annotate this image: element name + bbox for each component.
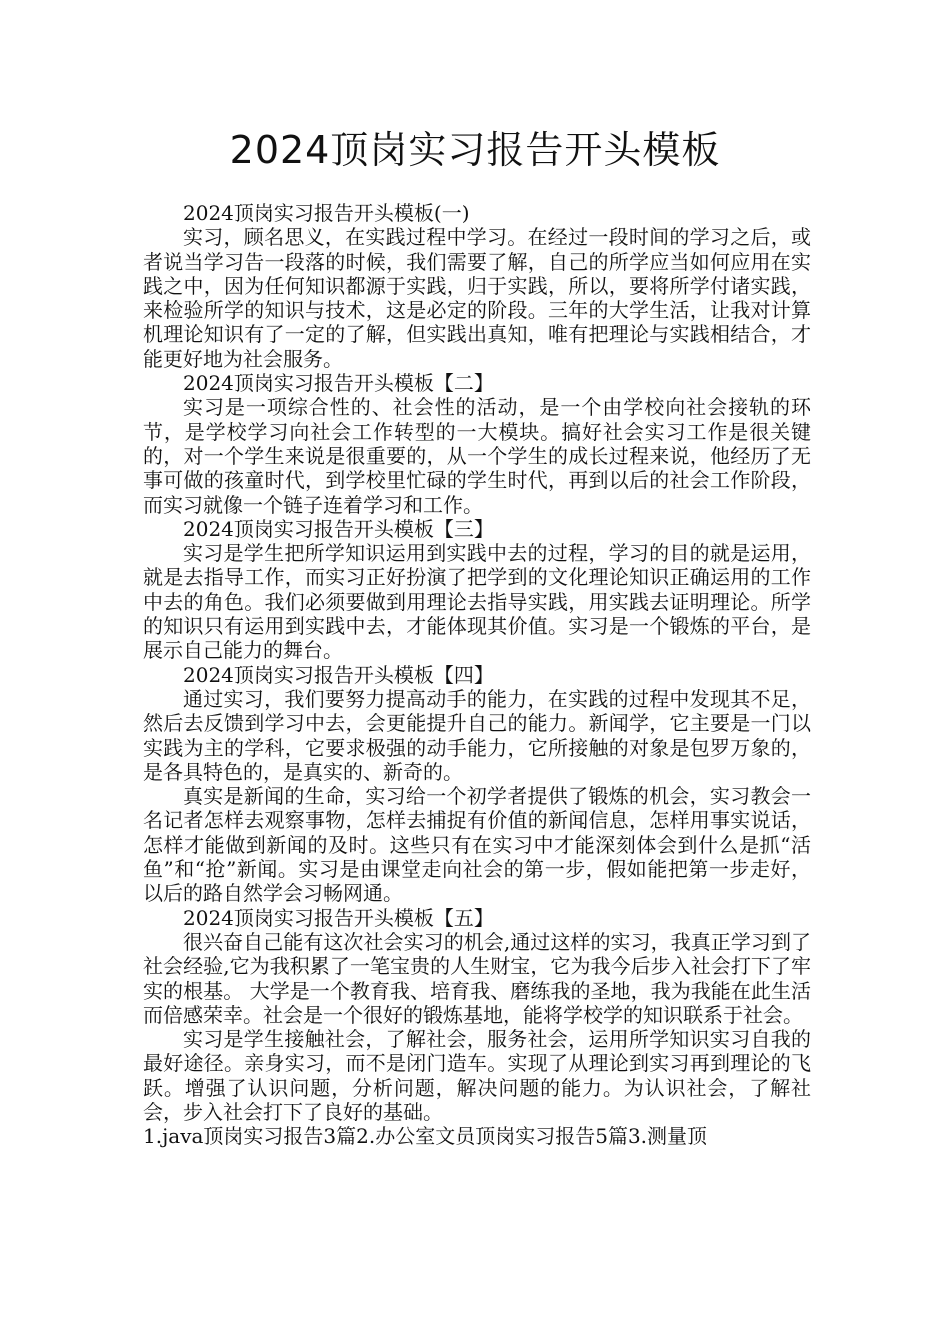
document-body (143, 201, 811, 1149)
related-links[interactable]: 1.java顶岗实习报告3篇2.办公室文员顶岗实习报告5篇3.测量顶 (143, 1124, 708, 1149)
section-heading-2: 2024顶岗实习报告开头模板【二】 (183, 371, 494, 396)
paragraph-4b: 真实是新闻的生命，实习给一个初学者提供了锻炼的机会，实习教会一名记者怎样去观察事物，怎样去捕捉有价值的新闻信息，怎样用事实说话，怎样才能做到新闻的及时。这些只有在实习中才能深刻体会到什么是抓“活鱼”和“抢”新闻。实习是由课堂走向社会的第一步，假如能把第一步走好，以后的路自然学会习畅网通。 (143, 784, 811, 906)
section-heading-4: 2024顶岗实习报告开头模板【四】 (183, 662, 494, 687)
paragraph-4a: 通过实习，我们要努力提高动手的能力，在实践的过程中发现其不足，然后去反馈到学习中去，会更能提升自己的能力。新闻学，它主要是一门以实践为主的学科，它要求极强的动手能力，它所接触的对象是包罗万象的，是各具特色的，是真实的、新奇的。 (143, 686, 811, 784)
document-title: 2024顶岗实习报告开头模板 (229, 128, 721, 172)
paragraph-2: 实习是一项综合性的、社会性的活动，是一个由学校向社会接轨的环节，是学校学习向社会工作转型的一大模块。搞好社会实习工作是很关键的，对一个学生来说是很重要的，从一个学生的成长过程来说，他经历了无事可做的孩童时代，到学校里忙碌的学生时代，再到以后的社会工作阶段，而实习就像一个链子连着学习和工作。 (143, 395, 811, 517)
paragraph-1: 实习，顾名思义，在实践过程中学习。在经过一段时间的学习之后，或者说当学习告一段落的时候，我们需要了解，自己的所学应当如何应用在实践之中，因为任何知识都源于实践，归于实践，所以，要将所学付诸实践，来检验所学的知识与技术，这是必定的阶段。三年的大学生活，让我对计算机理论知识有了一定的了解，但实践出真知，唯有把理论与实践相结合，才能更好地为社会服务。 (143, 225, 811, 371)
paragraph-5a: 很兴奋自己能有这次社会实习的机会,通过这样的实习，我真正学习到了社会经验,它为我积累了一笔宝贵的人生财宝，它为我今后步入社会打下了牢实的根基。 大学是一个教育我、培育我、磨练我的圣地，我为我能在此生活而倍感荣幸。社会是一个很好的锻炼基地，能将学校学的知识联系于社会。 (143, 929, 811, 1027)
section-heading-1: 2024顶岗实习报告开头模板(一) (183, 201, 470, 225)
section-heading-3: 2024顶岗实习报告开头模板【三】 (183, 516, 494, 541)
paragraph-5b: 实习是学生接触社会，了解社会，服务社会，运用所学知识实习自我的最好途径。亲身实习，而不是闭门造车。实现了从理论到实习再到理论的飞跃。增强了认识问题，分析问题，解决问题的能力。为认识社会，了解社会，步入社会打下了良好的基础。 (143, 1027, 811, 1124)
section-heading-5: 2024顶岗实习报告开头模板【五】 (183, 905, 494, 930)
paragraph-3: 实习是学生把所学知识运用到实践中去的过程，学习的目的就是运用，就是去指导工作，而实习正好扮演了把学到的文化理论知识正确运用的工作中去的角色。我们必须要做到用理论去指导实践，用实践去证明理论。所学的知识只有运用到实践中去，才能体现其价值。实习是一个锻炼的平台，是展示自己能力的舞台。 (143, 541, 811, 663)
